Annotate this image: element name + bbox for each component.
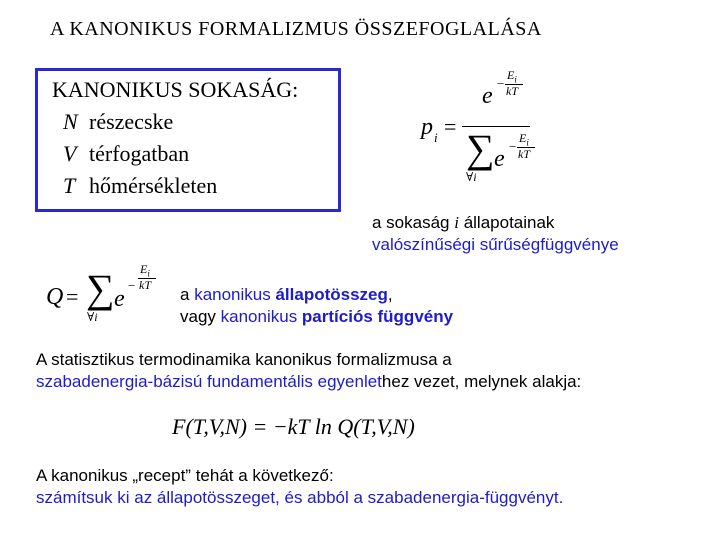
formula-partition (40, 258, 170, 333)
paragraph-recipe (36, 465, 563, 509)
partition-caption-line2: vagy kanonikus partíciós függvény (180, 307, 454, 326)
formula-p-num-base: e (482, 83, 493, 109)
formula-q-minus: − (128, 278, 136, 293)
symbol-v: V (63, 141, 77, 166)
formula-q-base: e (114, 286, 125, 312)
partition-caption-line1: a kanonikus állapotösszeg, (180, 285, 393, 304)
box-heading: KANONIKUS SOKASÁG: (52, 77, 299, 102)
formula-q-sum: ∑ (86, 266, 115, 311)
formula-p-lhs: p (421, 114, 433, 140)
formula-p-lhs-sub: i (434, 130, 438, 145)
formula-p-den-base: e (494, 146, 505, 172)
paragraph-formalism-line2: szabadenergia-bázisú fundamentális egyenlethez vezet, melynek alakja: (36, 372, 582, 391)
formula-q-lhs: Q (46, 284, 64, 310)
formula-probability (415, 70, 545, 200)
formula-p-sum-sub: ∀i (466, 170, 477, 184)
density-caption (372, 212, 619, 256)
formula-p-den-exp-num: $E_i$ (519, 131, 529, 148)
density-caption-line2: valószínűségi sűrűségfüggvénye (372, 235, 619, 254)
formula-p-den-minus: − (509, 139, 517, 154)
formula-p-num-minus: − (497, 76, 505, 91)
box-line-particles (63, 109, 173, 135)
partition-caption (180, 284, 453, 328)
box-line-text: térfogatban (89, 141, 190, 166)
formula-q-exp-den: kT (139, 278, 151, 292)
formula-free-energy: F(T,V,N) = −kT ln Q(T,V,N) (172, 414, 415, 439)
paragraph-formalism-line1: A statisztikus termodinamika kanonikus formalizmusa a (36, 350, 452, 369)
paragraph-recipe-line1: A kanonikus „recept” tehát a következő: (36, 466, 334, 485)
symbol-n: N (63, 109, 78, 134)
formula-q-sum-sub: ∀i (87, 310, 98, 324)
page-title: A KANONIKUS FORMALIZMUS ÖSSZEFOGLALÁSA (50, 18, 542, 40)
paragraph-recipe-line2: számítsuk ki az állapotösszeget, és abból a szabadenergia-függvényt. (36, 488, 564, 507)
canonical-ensemble-box (35, 68, 341, 212)
density-caption-line1: a sokaság i állapotainak (372, 213, 555, 232)
box-line-text: részecske (89, 109, 174, 134)
formula-p-den-exp-den: kT (518, 147, 530, 161)
formula-p-sum: ∑ (466, 126, 495, 171)
box-line-text: hőmérsékleten (89, 173, 218, 198)
symbol-t: T (63, 173, 76, 198)
formula-q-equals: = (66, 284, 79, 309)
box-line-temperature (63, 173, 217, 199)
formula-p-equals: = (444, 114, 457, 139)
paragraph-formalism (36, 349, 581, 393)
formula-p-num-exp-den: kT (506, 84, 518, 98)
formula-q-exp-num: $E_i$ (140, 262, 150, 279)
formula-p-num-exp-num: $E_i$ (507, 68, 517, 85)
box-line-volume (63, 141, 189, 167)
